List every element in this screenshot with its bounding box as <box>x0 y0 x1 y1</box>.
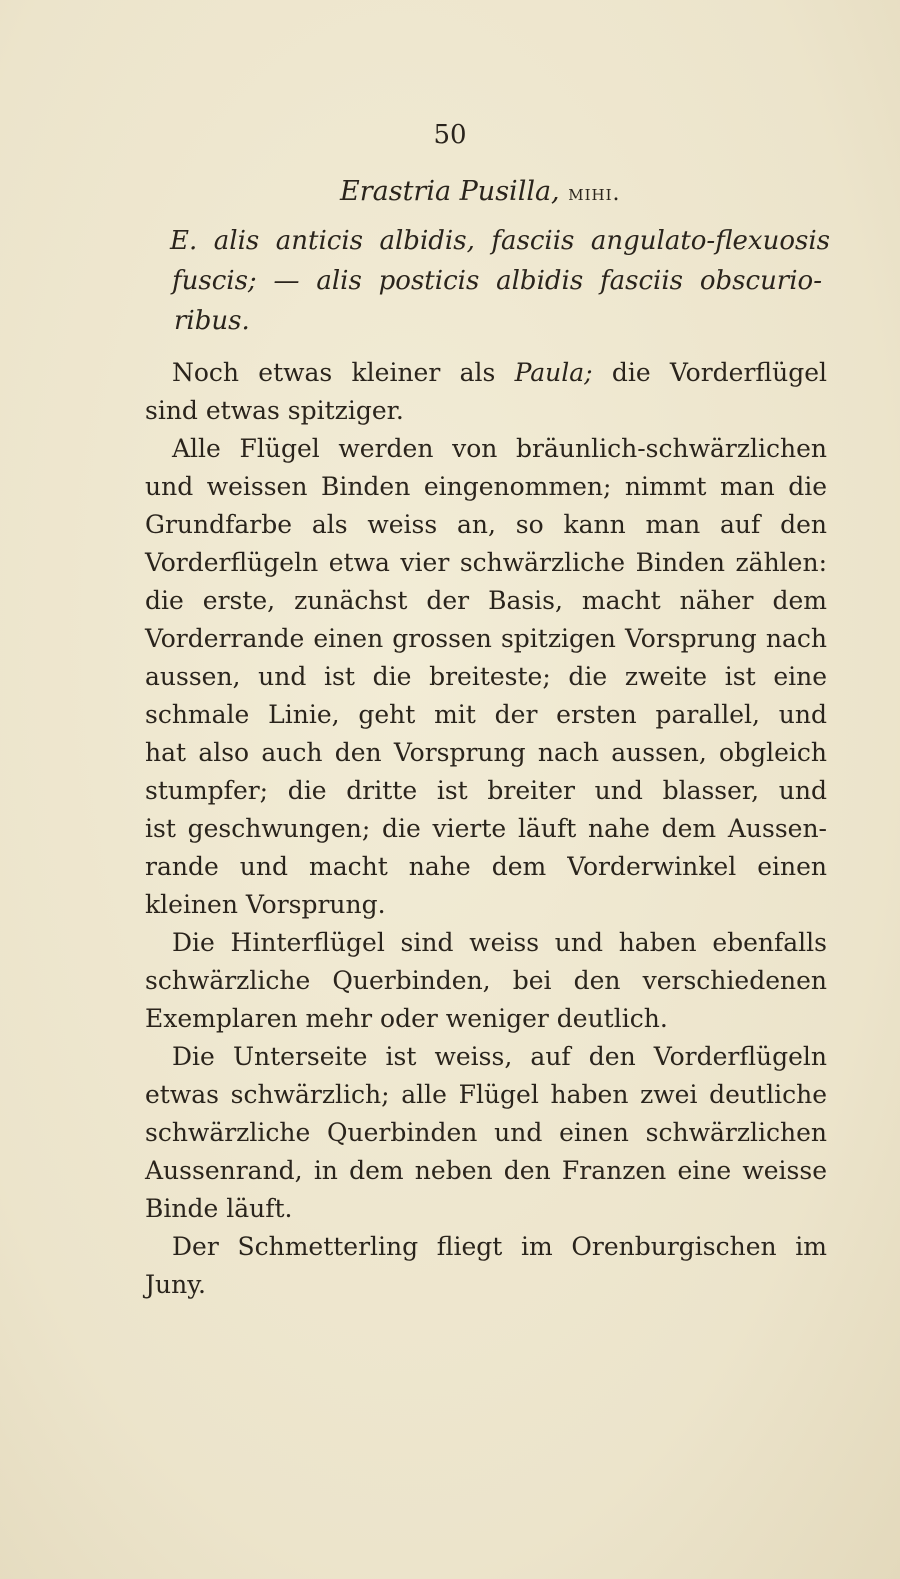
latin-diagnosis-line-1: E. alis anticis albidis, fasciis angulato-flexuosis <box>170 226 830 256</box>
latin-diagnosis-line-2: fuscis; — alis posticis albidis fasciis obscurio- <box>172 266 822 296</box>
body-line: Alle Flügel werden von bräunlich-schwärzlichen <box>172 434 827 463</box>
body-line: Exemplaren mehr oder weniger deutlich. <box>145 1004 668 1033</box>
species-author: mihi. <box>568 181 621 206</box>
text-segment: die Vorderflügel <box>611 358 827 387</box>
body-line: Binde läuft. <box>145 1194 293 1223</box>
body-line: Grundfarbe als weiss an, so kann man auf den <box>145 510 827 539</box>
body-line: Juny. <box>145 1270 206 1299</box>
body-line: kleinen Vorsprung. <box>145 890 386 919</box>
latin-diagnosis-line-3: ribus. <box>174 306 250 336</box>
paragraph-1-line-1 <box>172 358 827 387</box>
body-line: ist geschwungen; die vierte läuft nahe dem Aussen- <box>145 814 827 843</box>
body-line: schwärzliche Querbinden, bei den verschiedenen <box>145 966 827 995</box>
body-line: stumpfer; die dritte ist breiter und blasser, und <box>145 776 827 805</box>
body-line: Die Unterseite ist weiss, auf den Vorderflügeln <box>172 1042 827 1071</box>
body-line: Der Schmetterling fliegt im Orenburgischen im <box>172 1232 827 1261</box>
body-line: Aussenrand, in dem neben den Franzen eine weisse <box>145 1156 827 1185</box>
body-line: die erste, zunächst der Basis, macht näher dem <box>145 586 827 615</box>
text-segment: Noch etwas kleiner als <box>172 358 496 387</box>
body-line: etwas schwärzlich; alle Flügel haben zwei deutliche <box>145 1080 827 1109</box>
body-line: Die Hinterflügel sind weiss und haben ebenfalls <box>172 928 827 957</box>
body-line: rande und macht nahe dem Vorderwinkel einen <box>145 852 827 881</box>
body-line: hat also auch den Vorsprung nach aussen, obgleich <box>145 738 827 767</box>
page-number: 50 <box>433 120 467 150</box>
body-line: und weissen Binden eingenommen; nimmt man die <box>145 472 827 501</box>
body-line: Vorderrande einen grossen spitzigen Vorsprung nach <box>145 624 827 653</box>
paragraph-1-line-2: sind etwas spitziger. <box>145 396 404 425</box>
species-reference: Paula; <box>514 358 593 387</box>
species-name: Erastria Pusilla, <box>340 176 560 207</box>
body-line: aussen, und ist die breiteste; die zweite ist eine <box>145 662 827 691</box>
body-line: schwärzliche Querbinden und einen schwärzlichen <box>145 1118 827 1147</box>
species-title <box>340 176 621 207</box>
body-line: Vorderflügeln etwa vier schwärzliche Binden zählen: <box>145 548 827 577</box>
body-line: schmale Linie, geht mit der ersten parallel, und <box>145 700 827 729</box>
